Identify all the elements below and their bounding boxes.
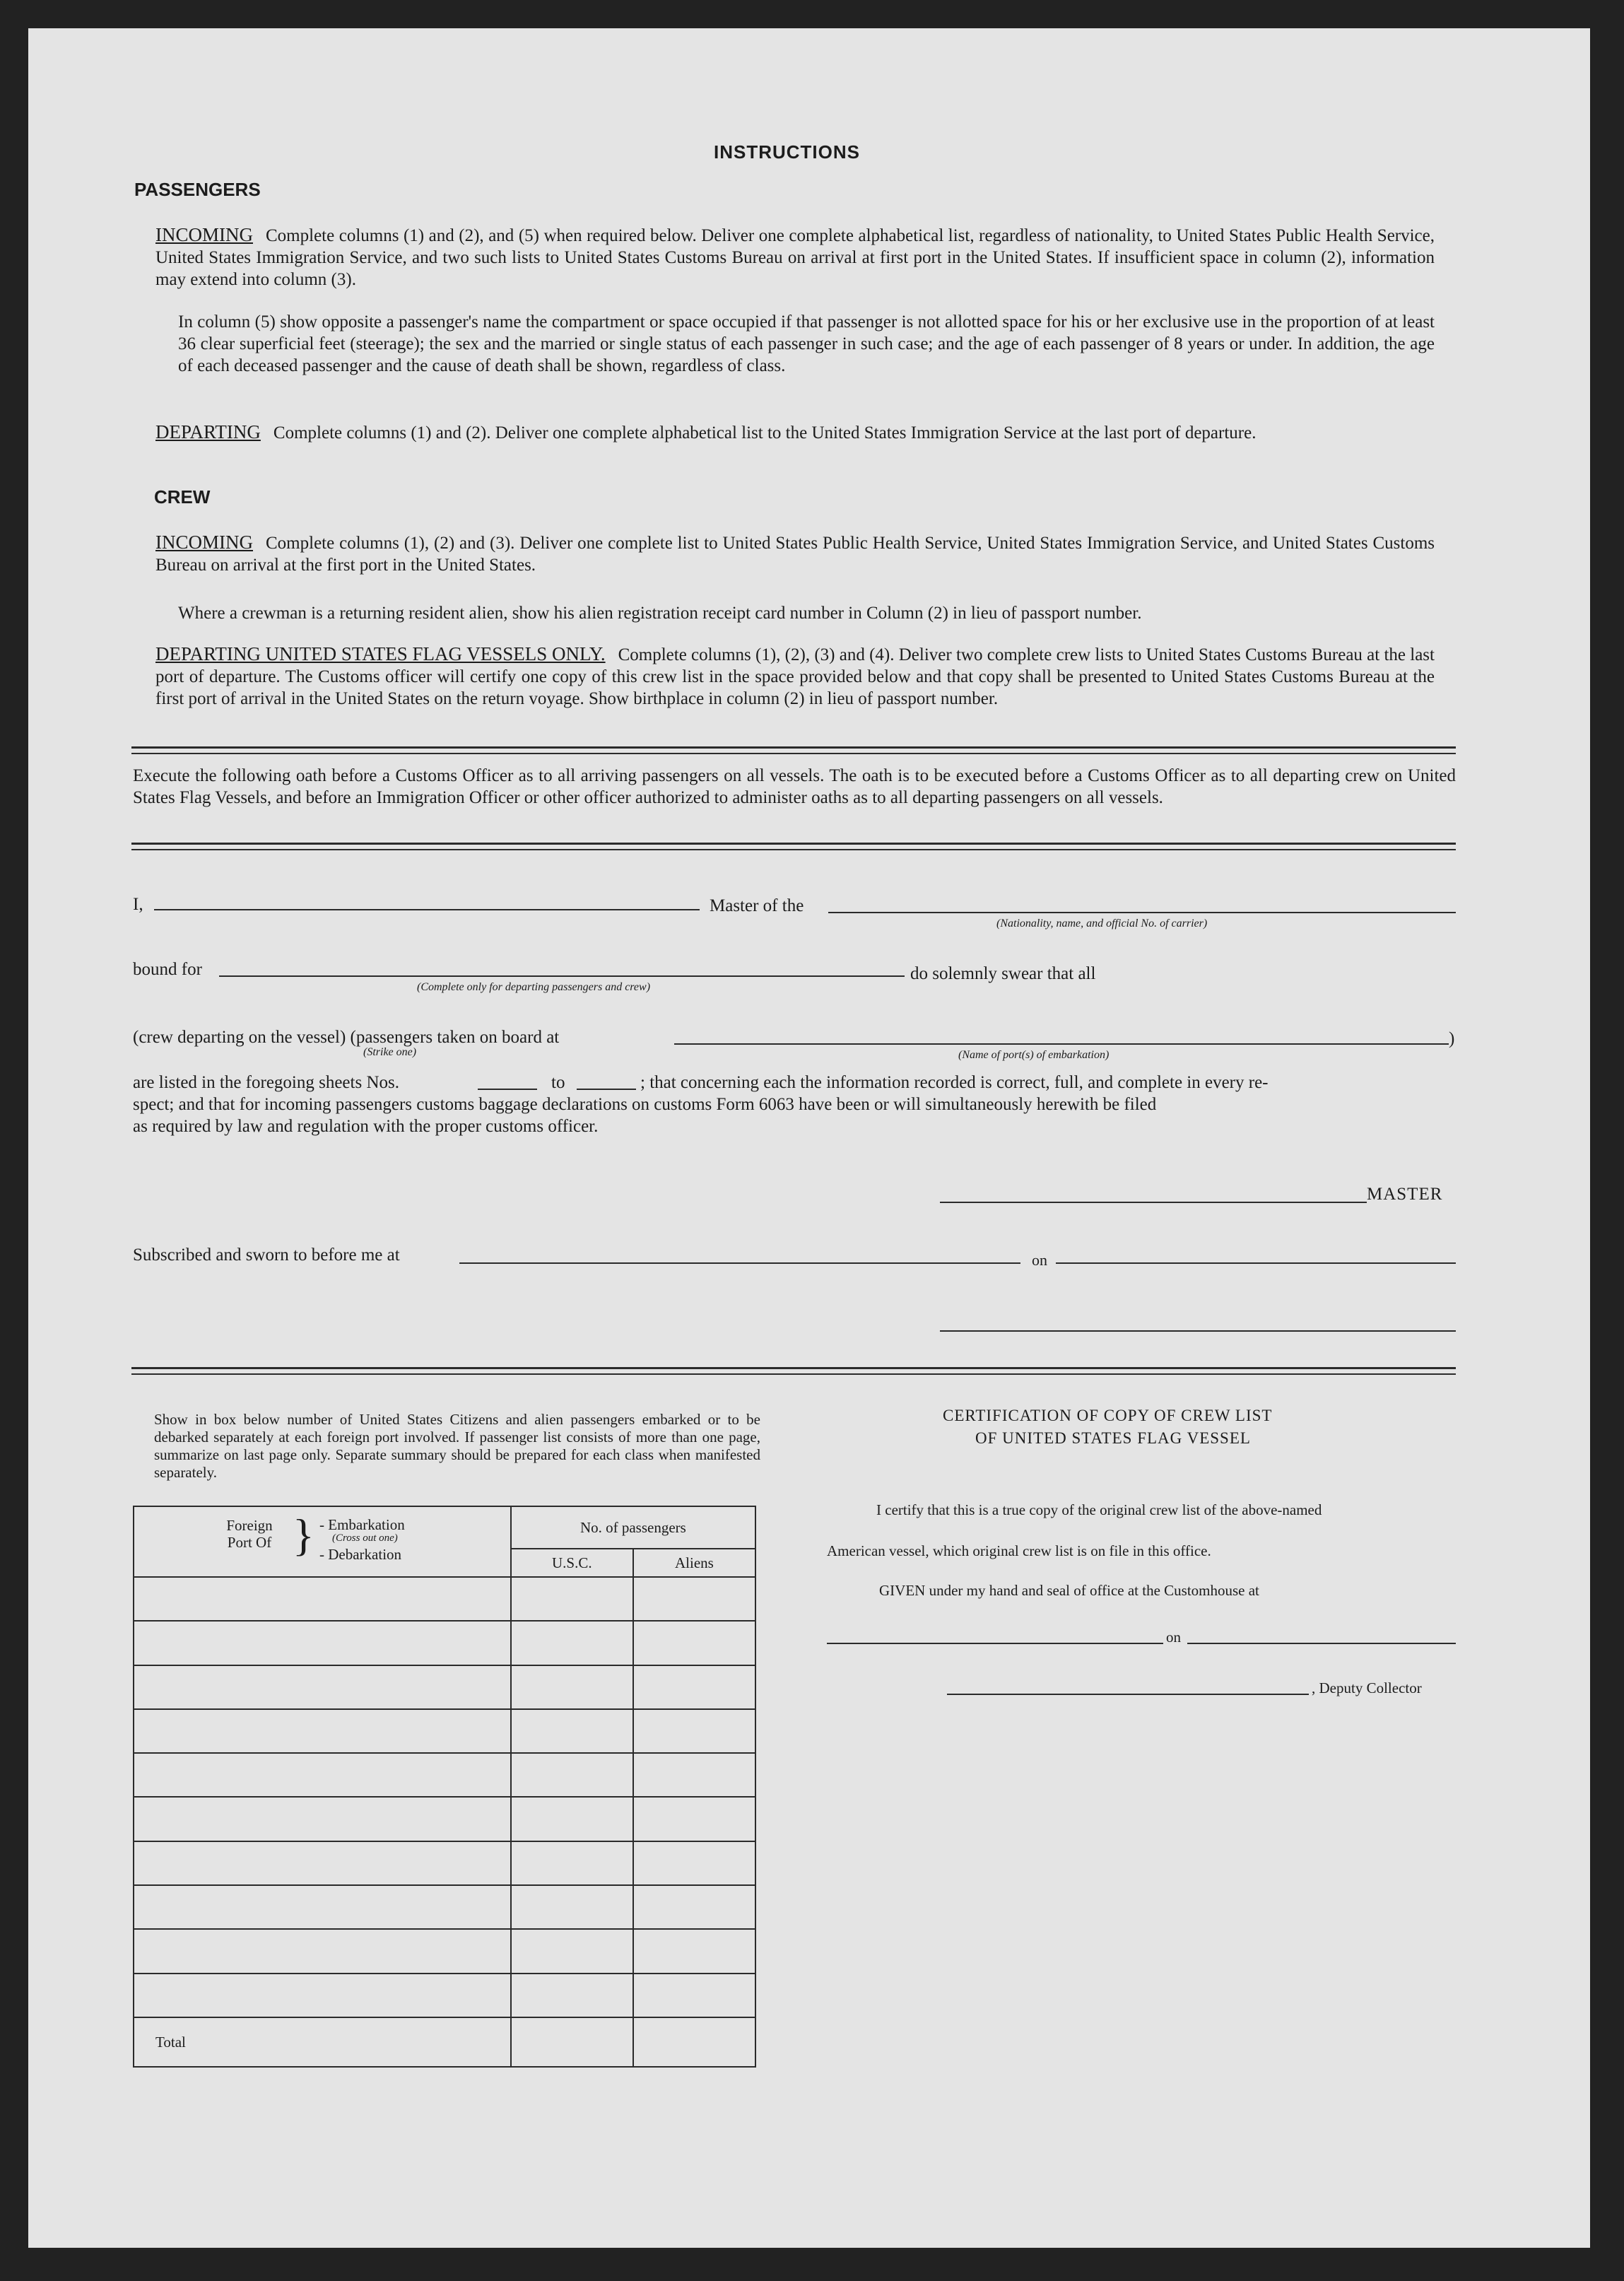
carrier-field[interactable] xyxy=(828,912,1456,913)
table-row xyxy=(134,1974,755,2017)
passengers-incoming-text: Complete columns (1) and (2), and (5) when required below. Deliver one complete alphabetical list, regardless of nationality, to United States Public Health Service, United States Immigration Service, and two such lists to United States Customs Bureau on arrival at first port in the United States. If insufficient space in column (2), information may extend into column (3). xyxy=(155,226,1435,289)
oath-i-label: I, xyxy=(133,895,143,914)
no-passengers-header: No. of passengers xyxy=(511,1506,755,1549)
foreign-port-label: Foreign Port Of xyxy=(226,1517,273,1551)
table-row xyxy=(134,1621,755,1665)
passengers-departing-paragraph xyxy=(155,421,1435,444)
listed-text-start: are listed in the foregoing sheets Nos. xyxy=(133,1073,399,1092)
crew-heading: CREW xyxy=(154,486,211,508)
brace-icon: } xyxy=(293,1510,314,1560)
crew-flag-label: DEPARTING UNITED STATES FLAG VESSELS ONLY. xyxy=(155,643,606,664)
passengers-incoming-paragraph xyxy=(155,224,1435,291)
subscribed-label: Subscribed and sworn to before me at xyxy=(133,1245,400,1265)
swear-text: do solemnly swear that all xyxy=(910,964,1096,983)
passengers-heading: PASSENGERS xyxy=(134,179,261,200)
usc-header: U.S.C. xyxy=(511,1549,633,1577)
listed-text-d: as required by law and regulation with the proper customs officer. xyxy=(133,1117,599,1136)
table-row xyxy=(134,1753,755,1797)
total-label: Total xyxy=(134,2017,511,2067)
master-of-label: Master of the xyxy=(710,896,804,915)
nationality-caption: (Nationality, name, and official No. of carrier) xyxy=(996,917,1208,930)
passenger-summary-table xyxy=(133,1506,756,2068)
master-name-field[interactable] xyxy=(154,909,700,910)
given-text: GIVEN under my hand and seal of office at the Customhouse at xyxy=(879,1582,1259,1599)
divider xyxy=(131,843,1456,850)
deputy-collector-label: , Deputy Collector xyxy=(1312,1679,1422,1696)
debarkation-label: - Debarkation xyxy=(319,1546,402,1563)
total-usc-cell[interactable] xyxy=(511,2017,633,2067)
strike-one-caption: (Strike one) xyxy=(363,1046,417,1058)
table-row xyxy=(134,1709,755,1753)
resident-alien-paragraph: Where a crewman is a returning resident alien, show his alien registration receipt card number in Column (2) in lieu of passport number. xyxy=(178,604,1142,623)
master-label: MASTER xyxy=(1367,1185,1443,1204)
certification-date-field[interactable] xyxy=(1187,1643,1456,1644)
passengers-incoming-label: INCOMING xyxy=(155,224,253,245)
certify-text-1: I certify that this is a true copy of the original crew list of the above-named xyxy=(876,1501,1322,1518)
sheet-from-field[interactable] xyxy=(478,1089,537,1090)
officer-signature-field[interactable] xyxy=(940,1330,1456,1332)
oath-intro-paragraph: Execute the following oath before a Customs Officer as to all arriving passengers on all vessels. The oath is to be executed before a Customs Officer as to all departing crew on United States Flag Vessels, and before an Immigration Officer or other officer authorized to administer oaths as to all departing passengers on all vessels. xyxy=(133,766,1456,807)
crew-incoming-label: INCOMING xyxy=(155,532,253,553)
table-row xyxy=(134,1577,755,1621)
bound-for-caption: (Complete only for departing passengers and crew) xyxy=(417,981,651,993)
crew-flag-text: Complete columns (1), (2), (3) and (4). Deliver two complete crew lists to United States Customs Bureau at the last port of departure. The Customs officer will certify one copy of this crew list in the space provided below and that copy shall be presented to United States Customs Bureau at the first port of arrival in the United States on the return voyage. Show birthplace in column (2) in lieu of passport number. xyxy=(155,645,1435,708)
bound-for-label: bound for xyxy=(133,960,202,979)
divider xyxy=(131,1367,1456,1375)
table-row xyxy=(134,1665,755,1709)
table-row xyxy=(134,1841,755,1885)
table-row xyxy=(134,1797,755,1841)
listed-text-c: spect; and that for incoming passengers customs baggage declarations on customs Form 6063 have been or will simultaneously herewith be filed xyxy=(133,1095,1157,1114)
ports-caption: (Name of port(s) of embarkation) xyxy=(958,1049,1110,1061)
crew-passengers-text: (crew departing on the vessel) (passengers taken on board at xyxy=(133,1028,560,1047)
bound-for-field[interactable] xyxy=(219,975,905,977)
crew-incoming-text: Complete columns (1), (2) and (3). Deliver one complete list to United States Public Health Service, United States Immigration Service, and United States Customs Bureau on arrival at the first port in the United States. xyxy=(155,534,1435,575)
deputy-signature-field[interactable] xyxy=(947,1694,1309,1695)
master-signature-field[interactable] xyxy=(940,1202,1367,1203)
passengers-departing-label: DEPARTING xyxy=(155,421,261,442)
embarkation-label: - Embarkation xyxy=(319,1516,405,1533)
aliens-header: Aliens xyxy=(633,1549,755,1577)
total-row xyxy=(134,2017,755,2067)
crew-flag-paragraph xyxy=(155,643,1435,710)
sworn-on-label: on xyxy=(1032,1251,1047,1269)
sheet-to-field[interactable] xyxy=(577,1089,636,1090)
certification-title-2: OF UNITED STATES FLAG VESSEL xyxy=(975,1429,1251,1447)
table-row xyxy=(134,1929,755,1973)
cross-out-label: (Cross out one) xyxy=(332,1532,398,1544)
crew-incoming-paragraph xyxy=(155,532,1435,576)
certify-text-2: American vessel, which original crew list is on file in this office. xyxy=(827,1542,1211,1559)
close-paren: ) xyxy=(1449,1029,1455,1048)
customhouse-field[interactable] xyxy=(827,1643,1163,1644)
sworn-date-field[interactable] xyxy=(1056,1262,1456,1264)
divider xyxy=(131,746,1456,754)
sworn-place-field[interactable] xyxy=(459,1262,1020,1264)
certification-title-1: CERTIFICATION OF COPY OF CREW LIST xyxy=(943,1407,1273,1424)
table-row xyxy=(134,1885,755,1929)
certification-on-label: on xyxy=(1166,1629,1181,1646)
instructions-title: INSTRUCTIONS xyxy=(714,141,860,163)
total-aliens-cell[interactable] xyxy=(633,2017,755,2067)
port-header-cell xyxy=(134,1506,511,1577)
passengers-departing-text: Complete columns (1) and (2). Deliver one complete alphabetical list to the United States Immigration Service at the last port of departure. xyxy=(273,423,1257,442)
embarkation-ports-field[interactable] xyxy=(674,1043,1449,1045)
column5-paragraph: In column (5) show opposite a passenger's name the compartment or space occupied if that passenger is not allotted space for his or her exclusive use in the proportion of at least 36 clear superficial feet (steerage); the sex and the married or single status of each passenger in such case; and the age of each passenger of 8 years or under. In addition, the age of each deceased passenger and the cause of death shall be shown, regardless of class. xyxy=(178,312,1435,375)
summary-instructions: Show in box below number of United States Citizens and alien passengers embarked or to be debarked separately at each foreign port involved. If passenger list consists of more than one page, summarize on last page only. Separate summary should be prepared for each class when manifested separately. xyxy=(154,1411,760,1481)
listed-text-b: ; that concerning each the information recorded is correct, full, and complete in every re- xyxy=(640,1073,1269,1092)
listed-to-label: to xyxy=(551,1073,565,1092)
